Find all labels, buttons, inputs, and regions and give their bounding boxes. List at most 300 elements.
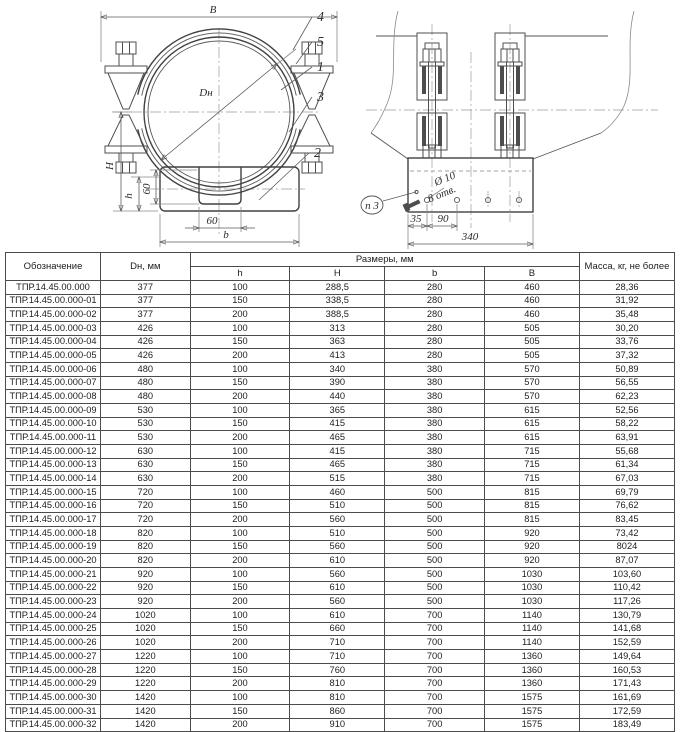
table-cell: 200 xyxy=(190,472,290,486)
dim-35-90 xyxy=(408,204,457,231)
table-cell: 815 xyxy=(484,513,579,527)
table-cell: ТПР.14.45.00.000-09 xyxy=(6,404,101,418)
saddle-edge-left xyxy=(371,133,408,159)
table-cell: 280 xyxy=(385,322,485,336)
drawing-svg xyxy=(0,0,680,252)
table-cell: 530 xyxy=(100,404,190,418)
table-cell: ТПР.14.45.00.000-16 xyxy=(6,499,101,513)
table-row xyxy=(6,322,675,336)
table-cell: 860 xyxy=(290,704,385,718)
table-cell: 35,48 xyxy=(579,308,674,322)
table-cell: ТПР.14.45.00.000-07 xyxy=(6,376,101,390)
table-cell: 500 xyxy=(385,527,485,541)
table-cell: 150 xyxy=(190,294,290,308)
header-H: H xyxy=(290,267,385,281)
table-cell: 570 xyxy=(484,376,579,390)
table-cell: 380 xyxy=(385,404,485,418)
table-cell: ТПР.14.45.00.000-30 xyxy=(6,691,101,705)
table-cell: 150 xyxy=(190,663,290,677)
table-cell: 280 xyxy=(385,294,485,308)
header-sizes-group: Размеры, мм xyxy=(190,253,579,267)
table-cell: 1020 xyxy=(100,609,190,623)
table-cell: 426 xyxy=(100,322,190,336)
dim-label-90: 90 xyxy=(437,213,449,225)
table-cell: 150 xyxy=(190,540,290,554)
table-cell: 500 xyxy=(385,486,485,500)
table-cell: 415 xyxy=(290,417,385,431)
table-cell: 365 xyxy=(290,404,385,418)
table-cell: ТПР.14.45.00.000-21 xyxy=(6,568,101,582)
table-cell: 1140 xyxy=(484,636,579,650)
table-cell: 560 xyxy=(290,540,385,554)
table-cell: 200 xyxy=(190,349,290,363)
table-cell: 152,59 xyxy=(579,636,674,650)
table-cell: ТПР.14.45.00.000-02 xyxy=(6,308,101,322)
table-cell: 480 xyxy=(100,376,190,390)
table-cell: 100 xyxy=(190,486,290,500)
table-cell: 56,55 xyxy=(579,376,674,390)
table-cell: 415 xyxy=(290,445,385,459)
table-cell: 615 xyxy=(484,404,579,418)
table-cell: 715 xyxy=(484,445,579,459)
table-cell: 570 xyxy=(484,363,579,377)
table-cell: 100 xyxy=(190,691,290,705)
table-cell: ТПР.14.45.00.000-28 xyxy=(6,663,101,677)
table-cell: 715 xyxy=(484,458,579,472)
table-cell: 150 xyxy=(190,499,290,513)
table-cell: 141,68 xyxy=(579,622,674,636)
dim-label-340: 340 xyxy=(461,231,479,243)
table-cell: ТПР.14.45.00.000-32 xyxy=(6,718,101,732)
table-cell: 1020 xyxy=(100,622,190,636)
table-cell: 720 xyxy=(100,486,190,500)
table-cell: ТПР.14.45.00.000-15 xyxy=(6,486,101,500)
table-cell: 920 xyxy=(484,527,579,541)
dim-label-B: B xyxy=(209,4,217,16)
table-cell: 380 xyxy=(385,445,485,459)
table-cell: 810 xyxy=(290,691,385,705)
table-cell: 920 xyxy=(484,540,579,554)
table-row xyxy=(6,636,675,650)
table-cell: 200 xyxy=(190,718,290,732)
table-cell: ТПР.14.45.00.000-12 xyxy=(6,445,101,459)
table-row xyxy=(6,595,675,609)
table-row xyxy=(6,294,675,308)
base-plate xyxy=(408,158,533,212)
table-cell: 288,5 xyxy=(290,281,385,295)
table-cell: 460 xyxy=(484,308,579,322)
table-cell: 280 xyxy=(385,335,485,349)
callout-label-2: 2 xyxy=(314,146,321,161)
table-cell: 380 xyxy=(385,417,485,431)
table-cell: 150 xyxy=(190,581,290,595)
table-row xyxy=(6,376,675,390)
table-cell: 820 xyxy=(100,540,190,554)
table-cell: 171,43 xyxy=(579,677,674,691)
table-cell: ТПР.14.45.00.000-06 xyxy=(6,363,101,377)
dim-label-H: H xyxy=(104,162,116,170)
table-cell: 700 xyxy=(385,622,485,636)
table-cell: 820 xyxy=(100,527,190,541)
table-row xyxy=(6,335,675,349)
table-cell: 377 xyxy=(100,308,190,322)
table-cell: 380 xyxy=(385,472,485,486)
dim-label-b: b xyxy=(223,229,229,241)
table-cell: 1575 xyxy=(484,718,579,732)
table-row xyxy=(6,663,675,677)
header-h: h xyxy=(190,267,290,281)
table-cell: 815 xyxy=(484,499,579,513)
table-cell: 560 xyxy=(290,568,385,582)
table-cell: ТПР.14.45.00.000-23 xyxy=(6,595,101,609)
table-cell: 480 xyxy=(100,390,190,404)
table-cell: 130,79 xyxy=(579,609,674,623)
table-cell: 1220 xyxy=(100,663,190,677)
table-cell: 570 xyxy=(484,390,579,404)
table-cell: 630 xyxy=(100,472,190,486)
dim-label-35: 35 xyxy=(410,213,422,225)
table-cell: 83,45 xyxy=(579,513,674,527)
header-mass: Масса, кг, не более xyxy=(579,253,674,281)
table-cell: 58,22 xyxy=(579,417,674,431)
table-cell: 200 xyxy=(190,677,290,691)
table-cell: 1220 xyxy=(100,677,190,691)
table-row xyxy=(6,650,675,664)
table-cell: 100 xyxy=(190,322,290,336)
table-cell: 920 xyxy=(100,568,190,582)
table-cell: 100 xyxy=(190,281,290,295)
table-cell: 480 xyxy=(100,363,190,377)
part-callouts xyxy=(259,10,324,200)
table-cell: 390 xyxy=(290,376,385,390)
table-cell: 200 xyxy=(190,390,290,404)
table-cell: 62,23 xyxy=(579,390,674,404)
table-cell: 149,64 xyxy=(579,650,674,664)
table-cell: ТПР.14.45.00.000-17 xyxy=(6,513,101,527)
table-row xyxy=(6,363,675,377)
table-row xyxy=(6,581,675,595)
table-cell: 280 xyxy=(385,349,485,363)
table-cell: 338,5 xyxy=(290,294,385,308)
table-cell: 200 xyxy=(190,431,290,445)
table-row xyxy=(6,445,675,459)
table-cell: 500 xyxy=(385,581,485,595)
header-b: b xyxy=(385,267,485,281)
table-row xyxy=(6,609,675,623)
dim-label-60h: 60 xyxy=(206,215,218,227)
table-cell: 380 xyxy=(385,376,485,390)
table-cell: 87,07 xyxy=(579,554,674,568)
table-cell: 630 xyxy=(100,445,190,459)
table-cell: 1030 xyxy=(484,581,579,595)
spec-table-body xyxy=(6,281,675,732)
plate-hole xyxy=(454,197,459,202)
table-cell: 150 xyxy=(190,376,290,390)
table-cell: 500 xyxy=(385,513,485,527)
table-cell: 530 xyxy=(100,417,190,431)
table-cell: 150 xyxy=(190,704,290,718)
table-cell: 1030 xyxy=(484,568,579,582)
table-row xyxy=(6,404,675,418)
header-designation: Обозначение xyxy=(6,253,101,281)
table-cell: 426 xyxy=(100,335,190,349)
table-cell: ТПР.14.45.00.000-01 xyxy=(6,294,101,308)
table-cell: ТПР.14.45.00.000-29 xyxy=(6,677,101,691)
table-cell: 500 xyxy=(385,568,485,582)
table-cell: ТПР.14.45.00.000-05 xyxy=(6,349,101,363)
table-cell: 1575 xyxy=(484,691,579,705)
table-cell: 920 xyxy=(100,581,190,595)
table-cell: ТПР.14.45.00.000-04 xyxy=(6,335,101,349)
table-cell: 363 xyxy=(290,335,385,349)
table-cell: 76,62 xyxy=(579,499,674,513)
header-B: B xyxy=(484,267,579,281)
table-cell: 100 xyxy=(190,650,290,664)
table-cell: 630 xyxy=(100,458,190,472)
table-cell: 160,53 xyxy=(579,663,674,677)
table-cell: 150 xyxy=(190,622,290,636)
table-cell: 1420 xyxy=(100,718,190,732)
dim-60-vertical xyxy=(141,170,199,204)
table-cell: 615 xyxy=(484,431,579,445)
table-cell: ТПР.14.45.00.000-20 xyxy=(6,554,101,568)
table-cell: 200 xyxy=(190,308,290,322)
table-cell: 8024 xyxy=(579,540,674,554)
table-cell: 465 xyxy=(290,458,385,472)
saddle-edge-right xyxy=(533,133,601,159)
callout-label-5: 5 xyxy=(317,35,324,50)
table-cell: ТПР.14.45.00.000-24 xyxy=(6,609,101,623)
table-cell: ТПР.14.45.00.000-31 xyxy=(6,704,101,718)
table-cell: 500 xyxy=(385,595,485,609)
table-cell: 505 xyxy=(484,349,579,363)
table-cell: 200 xyxy=(190,595,290,609)
table-row xyxy=(6,431,675,445)
table-cell: 150 xyxy=(190,458,290,472)
table-cell: 1220 xyxy=(100,650,190,664)
table-cell: 1360 xyxy=(484,663,579,677)
table-cell: 150 xyxy=(190,417,290,431)
table-cell: 500 xyxy=(385,540,485,554)
table-cell: 710 xyxy=(290,636,385,650)
table-cell: 377 xyxy=(100,294,190,308)
table-row xyxy=(6,677,675,691)
left-lug-bolt xyxy=(105,42,147,173)
table-cell: 200 xyxy=(190,513,290,527)
table-cell: 380 xyxy=(385,390,485,404)
table-cell: 820 xyxy=(100,554,190,568)
table-row xyxy=(6,349,675,363)
table-cell: ТПР.14.45.00.000-19 xyxy=(6,540,101,554)
table-cell: 61,34 xyxy=(579,458,674,472)
table-row xyxy=(6,691,675,705)
table-cell: 28,36 xyxy=(579,281,674,295)
table-row xyxy=(6,458,675,472)
table-cell: 720 xyxy=(100,499,190,513)
table-cell: 610 xyxy=(290,609,385,623)
table-row xyxy=(6,568,675,582)
technical-drawing xyxy=(0,0,680,252)
table-cell: ТПР.14.45.00.000-26 xyxy=(6,636,101,650)
table-cell: 37,32 xyxy=(579,349,674,363)
table-row xyxy=(6,486,675,500)
table-cell: 500 xyxy=(385,554,485,568)
table-cell: 100 xyxy=(190,527,290,541)
table-cell: 1140 xyxy=(484,622,579,636)
table-cell: 30,20 xyxy=(579,322,674,336)
dim-Dn xyxy=(161,49,296,160)
table-cell: 377 xyxy=(100,281,190,295)
table-cell: 700 xyxy=(385,609,485,623)
anchor-bolt-symbol xyxy=(403,198,422,212)
table-cell: 560 xyxy=(290,595,385,609)
table-cell: 73,42 xyxy=(579,527,674,541)
table-cell: ТПР.14.45.00.000-08 xyxy=(6,390,101,404)
table-cell: 700 xyxy=(385,650,485,664)
table-row xyxy=(6,527,675,541)
table-cell: 380 xyxy=(385,458,485,472)
dim-b xyxy=(160,214,299,247)
table-cell: 1020 xyxy=(100,636,190,650)
table-cell: 815 xyxy=(484,486,579,500)
table-cell: 100 xyxy=(190,445,290,459)
table-cell: 380 xyxy=(385,363,485,377)
table-cell: 610 xyxy=(290,581,385,595)
table-cell: 465 xyxy=(290,431,385,445)
table-row xyxy=(6,472,675,486)
table-cell: 810 xyxy=(290,677,385,691)
table-cell: ТПР.14.45.00.000 xyxy=(6,281,101,295)
table-cell: 615 xyxy=(484,417,579,431)
spec-table xyxy=(5,252,675,732)
table-cell: 920 xyxy=(100,595,190,609)
table-cell: 183,49 xyxy=(579,718,674,732)
table-cell: 920 xyxy=(484,554,579,568)
table-cell: 1575 xyxy=(484,704,579,718)
dim-label-60v: 60 xyxy=(141,183,153,195)
table-cell: 1360 xyxy=(484,677,579,691)
table-cell: 720 xyxy=(100,513,190,527)
table-cell: ТПР.14.45.00.000-27 xyxy=(6,650,101,664)
table-cell: ТПР.14.45.00.000-11 xyxy=(6,431,101,445)
table-cell: 440 xyxy=(290,390,385,404)
table-cell: 610 xyxy=(290,554,385,568)
table-cell: 380 xyxy=(385,431,485,445)
table-row xyxy=(6,513,675,527)
table-cell: 1140 xyxy=(484,609,579,623)
table-cell: 500 xyxy=(385,499,485,513)
table-cell: 715 xyxy=(484,472,579,486)
break-line-right xyxy=(601,11,634,133)
callout-label-4: 4 xyxy=(317,10,324,25)
dim-label-Dn: Dн xyxy=(199,87,213,99)
table-cell: 460 xyxy=(484,294,579,308)
table-cell: 340 xyxy=(290,363,385,377)
table-cell: 280 xyxy=(385,308,485,322)
table-row xyxy=(6,704,675,718)
table-cell: 103,60 xyxy=(579,568,674,582)
table-cell: 710 xyxy=(290,650,385,664)
table-cell: 100 xyxy=(190,568,290,582)
hole-count-label: 8 отв. xyxy=(426,183,458,206)
table-cell: 33,76 xyxy=(579,335,674,349)
table-cell: ТПР.14.45.00.000-03 xyxy=(6,322,101,336)
table-row xyxy=(6,622,675,636)
table-cell: 510 xyxy=(290,499,385,513)
side-view xyxy=(361,11,658,249)
table-cell: 700 xyxy=(385,663,485,677)
table-cell: 1420 xyxy=(100,691,190,705)
table-cell: ТПР.14.45.00.000-14 xyxy=(6,472,101,486)
table-cell: ТПР.14.45.00.000-18 xyxy=(6,527,101,541)
table-cell: 1420 xyxy=(100,704,190,718)
table-cell: 560 xyxy=(290,513,385,527)
table-cell: 700 xyxy=(385,691,485,705)
header-dn: Dн, мм xyxy=(100,253,190,281)
table-cell: ТПР.14.45.00.000-25 xyxy=(6,622,101,636)
view-label-text: п 3 xyxy=(365,200,379,212)
table-row xyxy=(6,417,675,431)
table-cell: 460 xyxy=(290,486,385,500)
table-cell: 760 xyxy=(290,663,385,677)
table-cell: ТПР.14.45.00.000-10 xyxy=(6,417,101,431)
table-row xyxy=(6,308,675,322)
table-cell: 55,68 xyxy=(579,445,674,459)
table-cell: 910 xyxy=(290,718,385,732)
table-cell: ТПР.14.45.00.000-13 xyxy=(6,458,101,472)
table-cell: 505 xyxy=(484,335,579,349)
table-row xyxy=(6,499,675,513)
table-cell: ТПР.14.45.00.000-22 xyxy=(6,581,101,595)
table-row xyxy=(6,281,675,295)
table-row xyxy=(6,540,675,554)
table-cell: 100 xyxy=(190,363,290,377)
table-cell: 100 xyxy=(190,609,290,623)
table-cell: 161,69 xyxy=(579,691,674,705)
table-cell: 388,5 xyxy=(290,308,385,322)
table-cell: 63,91 xyxy=(579,431,674,445)
table-cell: 69,79 xyxy=(579,486,674,500)
hole-diameter-label: Ø 10 xyxy=(432,169,458,189)
dim-label-h: h xyxy=(123,193,135,199)
table-cell: 700 xyxy=(385,718,485,732)
callout-label-3: 3 xyxy=(317,90,324,105)
table-cell: 700 xyxy=(385,704,485,718)
table-cell: 700 xyxy=(385,636,485,650)
table-cell: 67,03 xyxy=(579,472,674,486)
table-cell: 200 xyxy=(190,636,290,650)
table-cell: 426 xyxy=(100,349,190,363)
table-cell: 313 xyxy=(290,322,385,336)
table-cell: 200 xyxy=(190,554,290,568)
table-cell: 150 xyxy=(190,335,290,349)
table-cell: 52,56 xyxy=(579,404,674,418)
table-cell: 172,59 xyxy=(579,704,674,718)
callout-label-1: 1 xyxy=(317,60,324,75)
table-cell: 530 xyxy=(100,431,190,445)
table-cell: 117,26 xyxy=(579,595,674,609)
front-view xyxy=(101,4,337,247)
table-cell: 1360 xyxy=(484,650,579,664)
break-line-left xyxy=(371,11,398,133)
table-cell: 1030 xyxy=(484,595,579,609)
table-cell: 660 xyxy=(290,622,385,636)
table-row xyxy=(6,718,675,732)
table-cell: 280 xyxy=(385,281,485,295)
table-row xyxy=(6,390,675,404)
table-cell: 700 xyxy=(385,677,485,691)
table-row xyxy=(6,554,675,568)
